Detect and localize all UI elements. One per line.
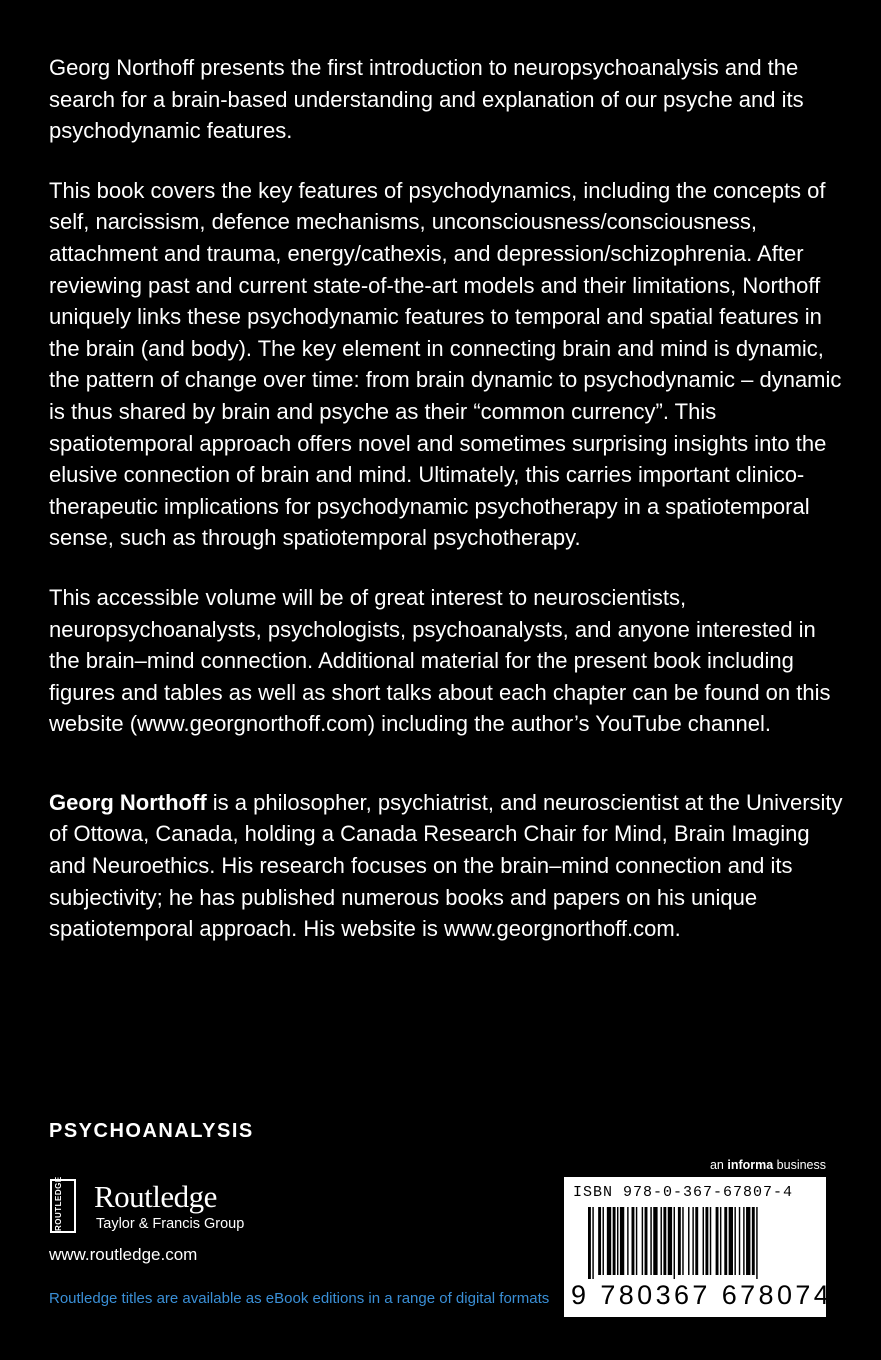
barcode-bar bbox=[650, 1207, 651, 1275]
logo-mark-text: ROUTLEDGE bbox=[54, 1176, 63, 1231]
barcode-bar bbox=[588, 1207, 591, 1279]
barcode-bar bbox=[695, 1207, 698, 1275]
barcode-bar bbox=[703, 1207, 704, 1275]
back-cover-blurb bbox=[49, 52, 849, 973]
barcode-bar bbox=[705, 1207, 708, 1275]
informa-tagline bbox=[710, 1158, 826, 1172]
isbn-barcode bbox=[564, 1177, 833, 1317]
barcode-bar bbox=[678, 1207, 681, 1275]
publisher-name: Routledge bbox=[94, 1179, 217, 1214]
publisher-group: Taylor & Francis Group bbox=[96, 1216, 245, 1232]
routledge-logo-icon bbox=[50, 1176, 76, 1233]
barcode-bar bbox=[746, 1207, 750, 1275]
barcode-bar bbox=[743, 1207, 744, 1275]
isbn-label: ISBN 978-0-367-67807-4 bbox=[573, 1184, 794, 1201]
barcode-bars-icon bbox=[588, 1207, 802, 1279]
barcode-bar bbox=[617, 1207, 618, 1275]
barcode-bar bbox=[661, 1207, 662, 1275]
blurb-paragraph-audience: This accessible volume will be of great interest to neuroscientists, neuropsychoanalysts, psychologists, psychoanalysts, and anyone interested in the brain–mind connection. Additional material for the present book including figures and tables as well as short talks about each chapter can be found on this website (www.georgnorthoff.com) including the author’s YouTube channel. bbox=[49, 584, 831, 737]
barcode-bar bbox=[682, 1207, 683, 1275]
subject-category: PSYCHOANALYSIS bbox=[49, 1120, 254, 1142]
barcode-bar bbox=[756, 1207, 757, 1279]
barcode-bar bbox=[692, 1207, 693, 1275]
informa-prefix: an bbox=[709, 1158, 728, 1172]
author-bio-text: is a philosopher, psychiatrist, and neuroscientist at the University of Ottowa, Canada, holding a Canada Research Chair for Mind, Brain Imaging and Neuroethics. His research focuses on the brain–mind connection and its subjectivity; he has published numerous books and papers on his unique spatiotemporal approach. His website is www.georgnorthoff.com. bbox=[49, 789, 843, 942]
barcode-bar bbox=[688, 1207, 689, 1275]
barcode-bar bbox=[653, 1207, 657, 1275]
barcode-bar bbox=[598, 1207, 601, 1275]
barcode-bar bbox=[739, 1207, 740, 1275]
barcode-bar bbox=[734, 1207, 735, 1275]
publisher-website: www.routledge.com bbox=[49, 1245, 198, 1264]
informa-brand: informa bbox=[727, 1158, 774, 1172]
barcode-bar bbox=[603, 1207, 604, 1275]
barcode-bar bbox=[627, 1207, 628, 1275]
barcode-bar bbox=[716, 1207, 719, 1275]
informa-suffix: business bbox=[773, 1158, 826, 1172]
barcode-bar bbox=[668, 1207, 672, 1275]
barcode-bar bbox=[642, 1207, 643, 1275]
barcode-digits: 9 780367 678074 bbox=[571, 1280, 833, 1310]
barcode-bar bbox=[636, 1207, 637, 1275]
barcode-bar bbox=[724, 1207, 727, 1275]
blurb-paragraph-content: This book covers the key features of psychodynamics, including the concepts of self, narcissism, defence mechanisms, unconsciousness/consciousness, attachment and trauma, energy/cathexis, and depression/schizophrenia. After reviewing past and current state-of-the-art models and their limitations, Northoff uniquely links these psychodynamic features to temporal and spatial features in the brain (and body). The key element in connecting brain and mind is dynamic, the pattern of change over time: from brain dynamic to psychodynamic – dynamic is thus shared by brain and psyche as their “common currency”. This spatiotemporal approach offers novel and sometimes surprising insights into the elusive connection of brain and mind. Ultimately, this carries important clinico-therapeutic implications for psychodynamic psychotherapy in a spatiotemporal sense, such as through spatiotemporal psychotherapy. bbox=[49, 177, 842, 551]
barcode-bar bbox=[607, 1207, 611, 1275]
barcode-bar bbox=[674, 1207, 675, 1279]
author-bio bbox=[49, 787, 849, 945]
barcode-bar bbox=[710, 1207, 711, 1275]
barcode-bar bbox=[620, 1207, 624, 1275]
barcode-bar bbox=[663, 1207, 666, 1275]
barcode-bar bbox=[752, 1207, 755, 1275]
barcode-bar bbox=[592, 1207, 593, 1279]
barcode-bar bbox=[632, 1207, 635, 1275]
blurb-paragraph-intro: Georg Northoff presents the first introduction to neuropsychoanalysis and the search for a brain-based understanding and explanation of our psyche and its psychodynamic features. bbox=[49, 55, 804, 144]
barcode-bar bbox=[729, 1207, 733, 1275]
barcode-bar bbox=[720, 1207, 721, 1275]
barcode-bar bbox=[645, 1207, 648, 1275]
ebook-note: Routledge titles are available as eBook editions in a range of digital formats bbox=[49, 1290, 550, 1307]
author-name: Georg Northoff bbox=[49, 789, 207, 815]
barcode-bar bbox=[613, 1207, 616, 1275]
publisher-logo bbox=[50, 1177, 310, 1237]
